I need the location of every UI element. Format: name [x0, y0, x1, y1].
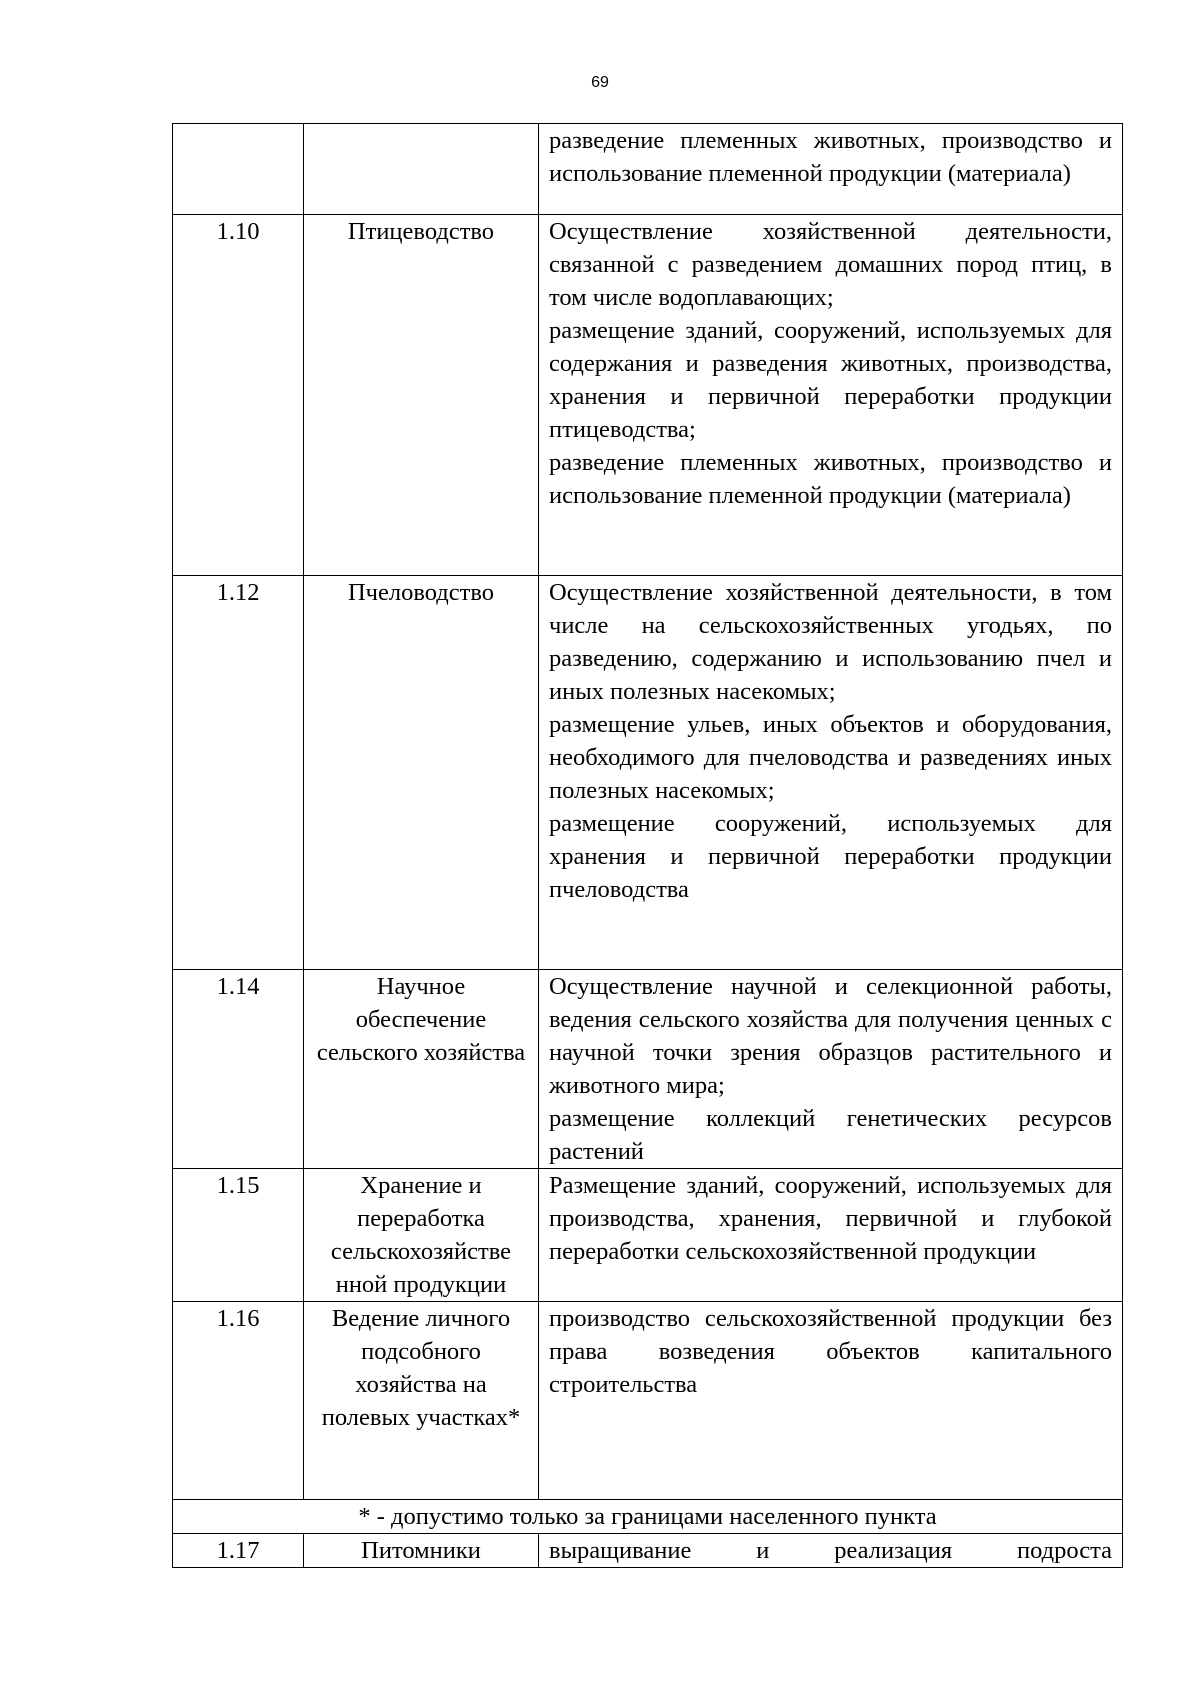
row-description: [539, 576, 1123, 970]
description-paragraph: разведение племенных животных, производство и использование племенной продукции (материала): [549, 127, 1112, 187]
row-code: 1.14: [173, 970, 304, 1169]
description-paragraph: размещение коллекций генетических ресурсов растений: [549, 1105, 1112, 1165]
table-row: [173, 124, 1123, 215]
row-description: [539, 1169, 1123, 1302]
table-row: [173, 970, 1123, 1169]
row-code: 1.15: [173, 1169, 304, 1302]
table-footnote-row: [173, 1500, 1123, 1534]
row-description: [539, 1302, 1123, 1500]
description-paragraph: производство сельскохозяйственной продукции без права возведения объектов капитального строительства: [549, 1305, 1112, 1398]
description-paragraph: размещение сооружений, используемых для хранения и первичной переработки продукции пчеловодства: [549, 810, 1112, 903]
row-description: [539, 970, 1123, 1169]
row-code: 1.10: [173, 215, 304, 576]
page-number: 69: [591, 74, 609, 91]
description-paragraph: Осуществление хозяйственной деятельности, в том числе на сельскохозяйственных угодьях, по разведению, содержанию и использованию пчел и иных полезных насекомых;: [549, 579, 1112, 705]
row-description: [539, 1534, 1123, 1568]
table-row: [173, 1534, 1123, 1568]
row-code: 1.17: [173, 1534, 304, 1568]
row-name: Хранение и переработка сельскохозяйстве нной продукции: [304, 1169, 539, 1302]
table-row: [173, 1169, 1123, 1302]
description-paragraph: размещение зданий, сооружений, используемых для содержания и разведения животных, производства, хранения и первичной переработки продукции птицеводства;: [549, 317, 1112, 443]
row-name: Пчеловодство: [304, 576, 539, 970]
row-code: [173, 124, 304, 215]
description-paragraph: Размещение зданий, сооружений, используемых для производства, хранения, первичной и глубокой переработки сельскохозяйственной продукции: [549, 1172, 1112, 1265]
table-row: [173, 576, 1123, 970]
row-code: 1.12: [173, 576, 304, 970]
table-footnote: * - допустимо только за границами населенного пункта: [173, 1500, 1123, 1534]
row-description: [539, 124, 1123, 215]
description-paragraph: размещение ульев, иных объектов и оборудования, необходимого для пчеловодства и разведениях иных полезных насекомых;: [549, 711, 1112, 804]
row-description: [539, 215, 1123, 576]
description-paragraph: Осуществление научной и селекционной работы, ведения сельского хозяйства для получения ценных с научной точки зрения образцов растительного и животного мира;: [549, 973, 1112, 1099]
row-name: Птицеводство: [304, 215, 539, 576]
description-paragraph: выращивание и реализация подроста: [549, 1537, 1112, 1564]
description-paragraph: разведение племенных животных, производство и использование племенной продукции (материала): [549, 449, 1112, 509]
row-code: 1.16: [173, 1302, 304, 1500]
row-name: Научное обеспечение сельского хозяйства: [304, 970, 539, 1169]
description-paragraph: Осуществление хозяйственной деятельности, связанной с разведением домашних пород птиц, в том числе водоплавающих;: [549, 218, 1112, 311]
row-name: [304, 124, 539, 215]
table-row: [173, 1302, 1123, 1500]
table-row: [173, 215, 1123, 576]
row-name: Питомники: [304, 1534, 539, 1568]
row-name: Ведение личного подсобного хозяйства на полевых участках*: [304, 1302, 539, 1500]
land-use-table: [172, 123, 1123, 1568]
